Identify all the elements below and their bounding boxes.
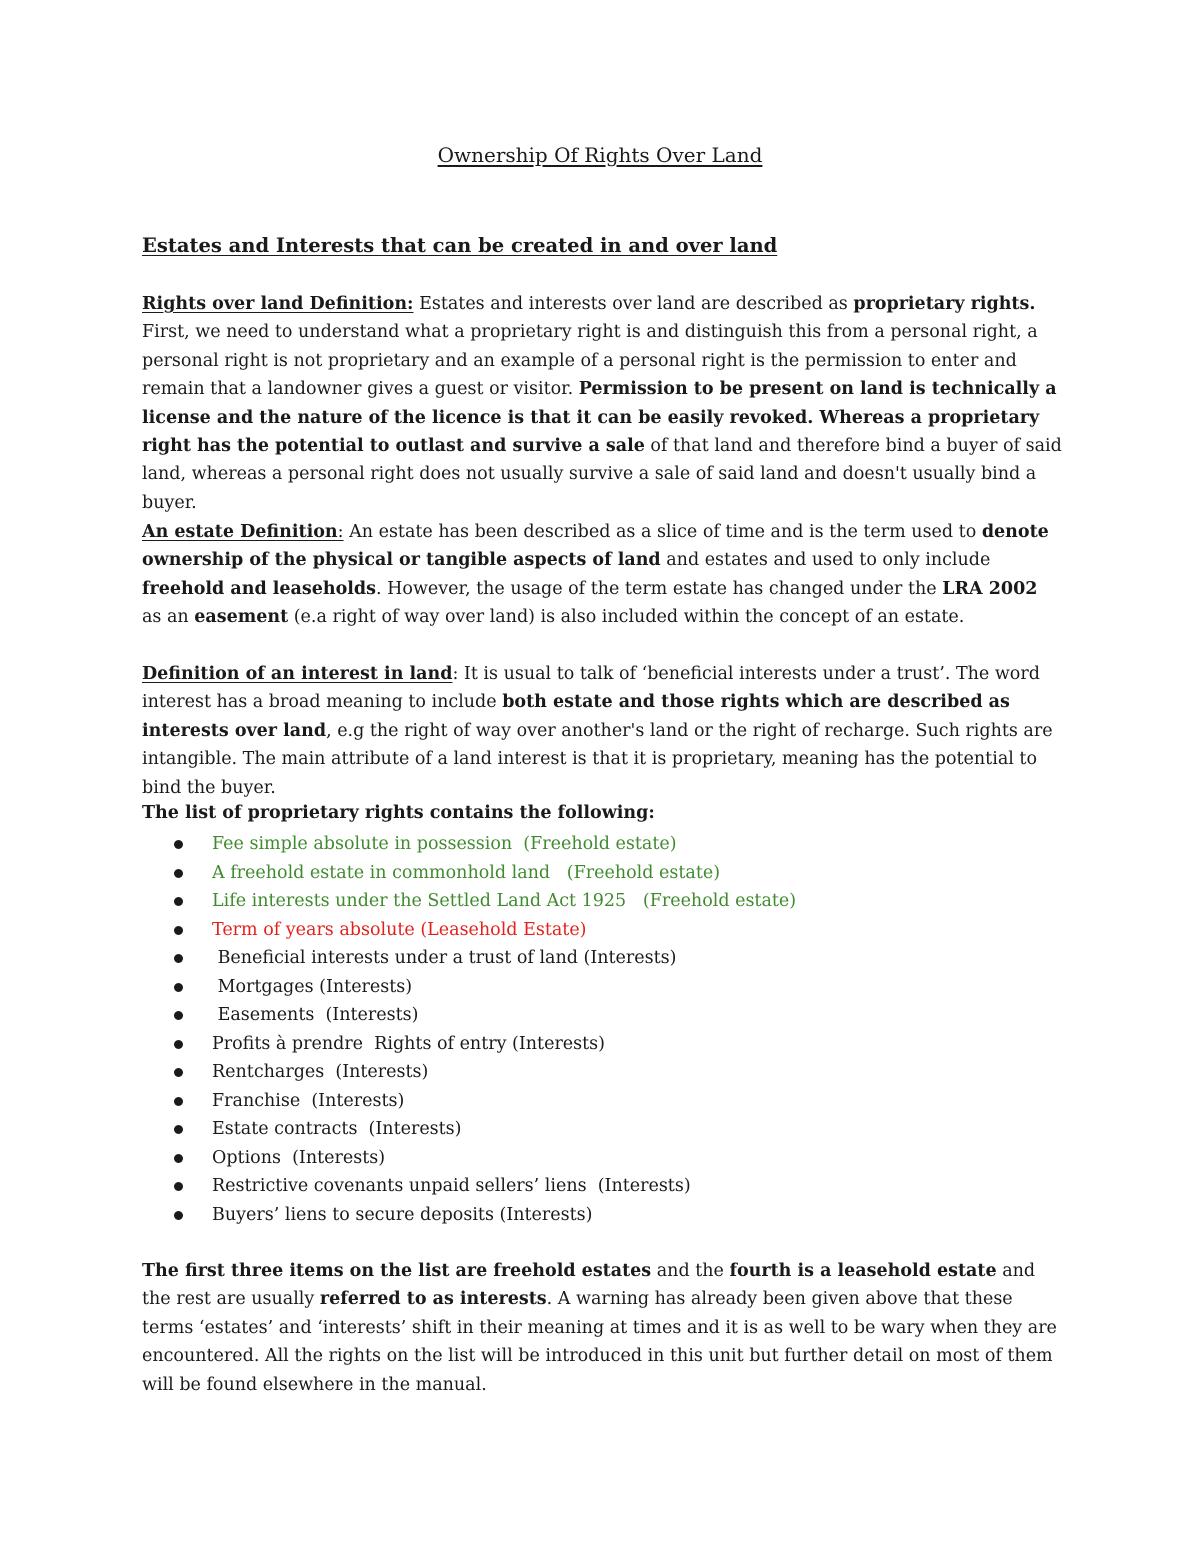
- list-item: [142, 1115, 796, 1144]
- list-item: [142, 1001, 796, 1030]
- list-item-text: Easements (Interests): [212, 1005, 419, 1025]
- closing-paragraph: The first three items on the list are freehold estates and the fourth is a leasehold estate and the rest are usually referred to as interests. A warning has already been given above that these terms ‘estates’ and ‘interests’ shift in their meaning at times and it is as well to be wary when they are encountered. All the rights on the list will be introduced in this unit but further detail on most of them will be found elsewhere in the manual.: [142, 1261, 1057, 1395]
- list-item: [142, 1201, 796, 1230]
- document-title: Ownership Of Rights Over Land: [437, 143, 763, 167]
- bullet-icon: [174, 1011, 183, 1020]
- list-item: [142, 887, 796, 916]
- list-item: [142, 1030, 796, 1059]
- list-item-text: A freehold estate in commonhold land (Freehold estate): [212, 862, 721, 883]
- bullet-icon: [174, 869, 183, 878]
- list-item-text: Beneficial interests under a trust of land (Interests): [212, 948, 677, 968]
- list-item-text: Buyers’ liens to secure deposits (Interests): [212, 1204, 593, 1225]
- list-item: [142, 1172, 796, 1201]
- interest-definition-paragraph: Definition of an interest in land: It is usual to talk of ‘beneficial interests under a trust’. The word interest has a broad meaning to include both estate and those rights which are described as interests over land, e.g the right of way over another's land or the right of recharge. Such rights are intangible. The main attribute of a land interest is that it is proprietary, meaning has the potential to bind the buyer.: [142, 664, 1053, 798]
- bullet-icon: [174, 1125, 183, 1134]
- bullet-icon: [174, 840, 183, 849]
- section-heading: Estates and Interests that can be created in and over land: [142, 234, 778, 257]
- bullet-icon: [174, 1154, 183, 1163]
- bullet-icon: [174, 983, 183, 992]
- list-item: [142, 1144, 796, 1173]
- list-item: [142, 859, 796, 888]
- rights-definition-label: Rights over land Definition:: [142, 294, 414, 314]
- list-item: [142, 916, 796, 945]
- proprietary-rights-list: [142, 830, 796, 1229]
- list-item-text: Life interests under the Settled Land Act 1925 (Freehold estate): [212, 891, 797, 911]
- list-item-text: Profits à prendre Rights of entry (Interests): [212, 1033, 605, 1054]
- bullet-icon: [174, 926, 183, 935]
- list-item: [142, 830, 796, 859]
- list-heading: The list of proprietary rights contains the following:: [142, 803, 655, 823]
- list-item: [142, 944, 796, 973]
- list-item-text: Franchise (Interests): [212, 1090, 405, 1111]
- bullet-icon: [174, 954, 183, 963]
- bullet-icon: [174, 897, 183, 906]
- bullet-icon: [174, 1182, 183, 1191]
- list-item-text: Restrictive covenants unpaid sellers’ liens (Interests): [212, 1176, 691, 1196]
- list-item: [142, 1058, 796, 1087]
- bullet-icon: [174, 1068, 183, 1077]
- list-item-text: Options (Interests): [212, 1147, 386, 1168]
- rights-definition-paragraph: Rights over land Definition: Estates and interests over land are described as proprietary rights. First, we need to understand what a proprietary right is and distinguish this from a personal right, a personal right is not proprietary and an example of a personal right is the permission to enter and remain that a landowner gives a guest or visitor. Permission to be present on land is technically a license and the nature of the licence is that it can be easily revoked. Whereas a proprietary right has the potential to outlast and survive a sale of that land and therefore bind a buyer of said land, whereas a personal right does not usually survive a sale of said land and doesn't usually bind a buyer.: [142, 294, 1062, 513]
- estate-definition-paragraph: An estate Definition: An estate has been described as a slice of time and is the term used to denote ownership of the physical or tangible aspects of land and estates and used to only include freehold and leaseholds. However, the usage of the term estate has changed under the LRA 2002 as an easement (e.a right of way over land) is also included within the concept of an estate.: [142, 522, 1049, 628]
- list-item-text: Estate contracts (Interests): [212, 1119, 462, 1139]
- list-item: [142, 1087, 796, 1116]
- list-item-text: Fee simple absolute in possession (Freehold estate): [212, 834, 677, 854]
- list-item-text: Mortgages (Interests): [212, 976, 413, 997]
- list-item-text: Rentcharges (Interests): [212, 1062, 429, 1082]
- interest-definition-label: Definition of an interest in land: [142, 664, 453, 684]
- bullet-icon: [174, 1097, 183, 1106]
- list-item: [142, 973, 796, 1002]
- estate-definition-label: An estate Definition: [142, 522, 338, 542]
- bullet-icon: [174, 1040, 183, 1049]
- list-item-text: Term of years absolute (Leasehold Estate): [212, 919, 587, 940]
- bullet-icon: [174, 1211, 183, 1220]
